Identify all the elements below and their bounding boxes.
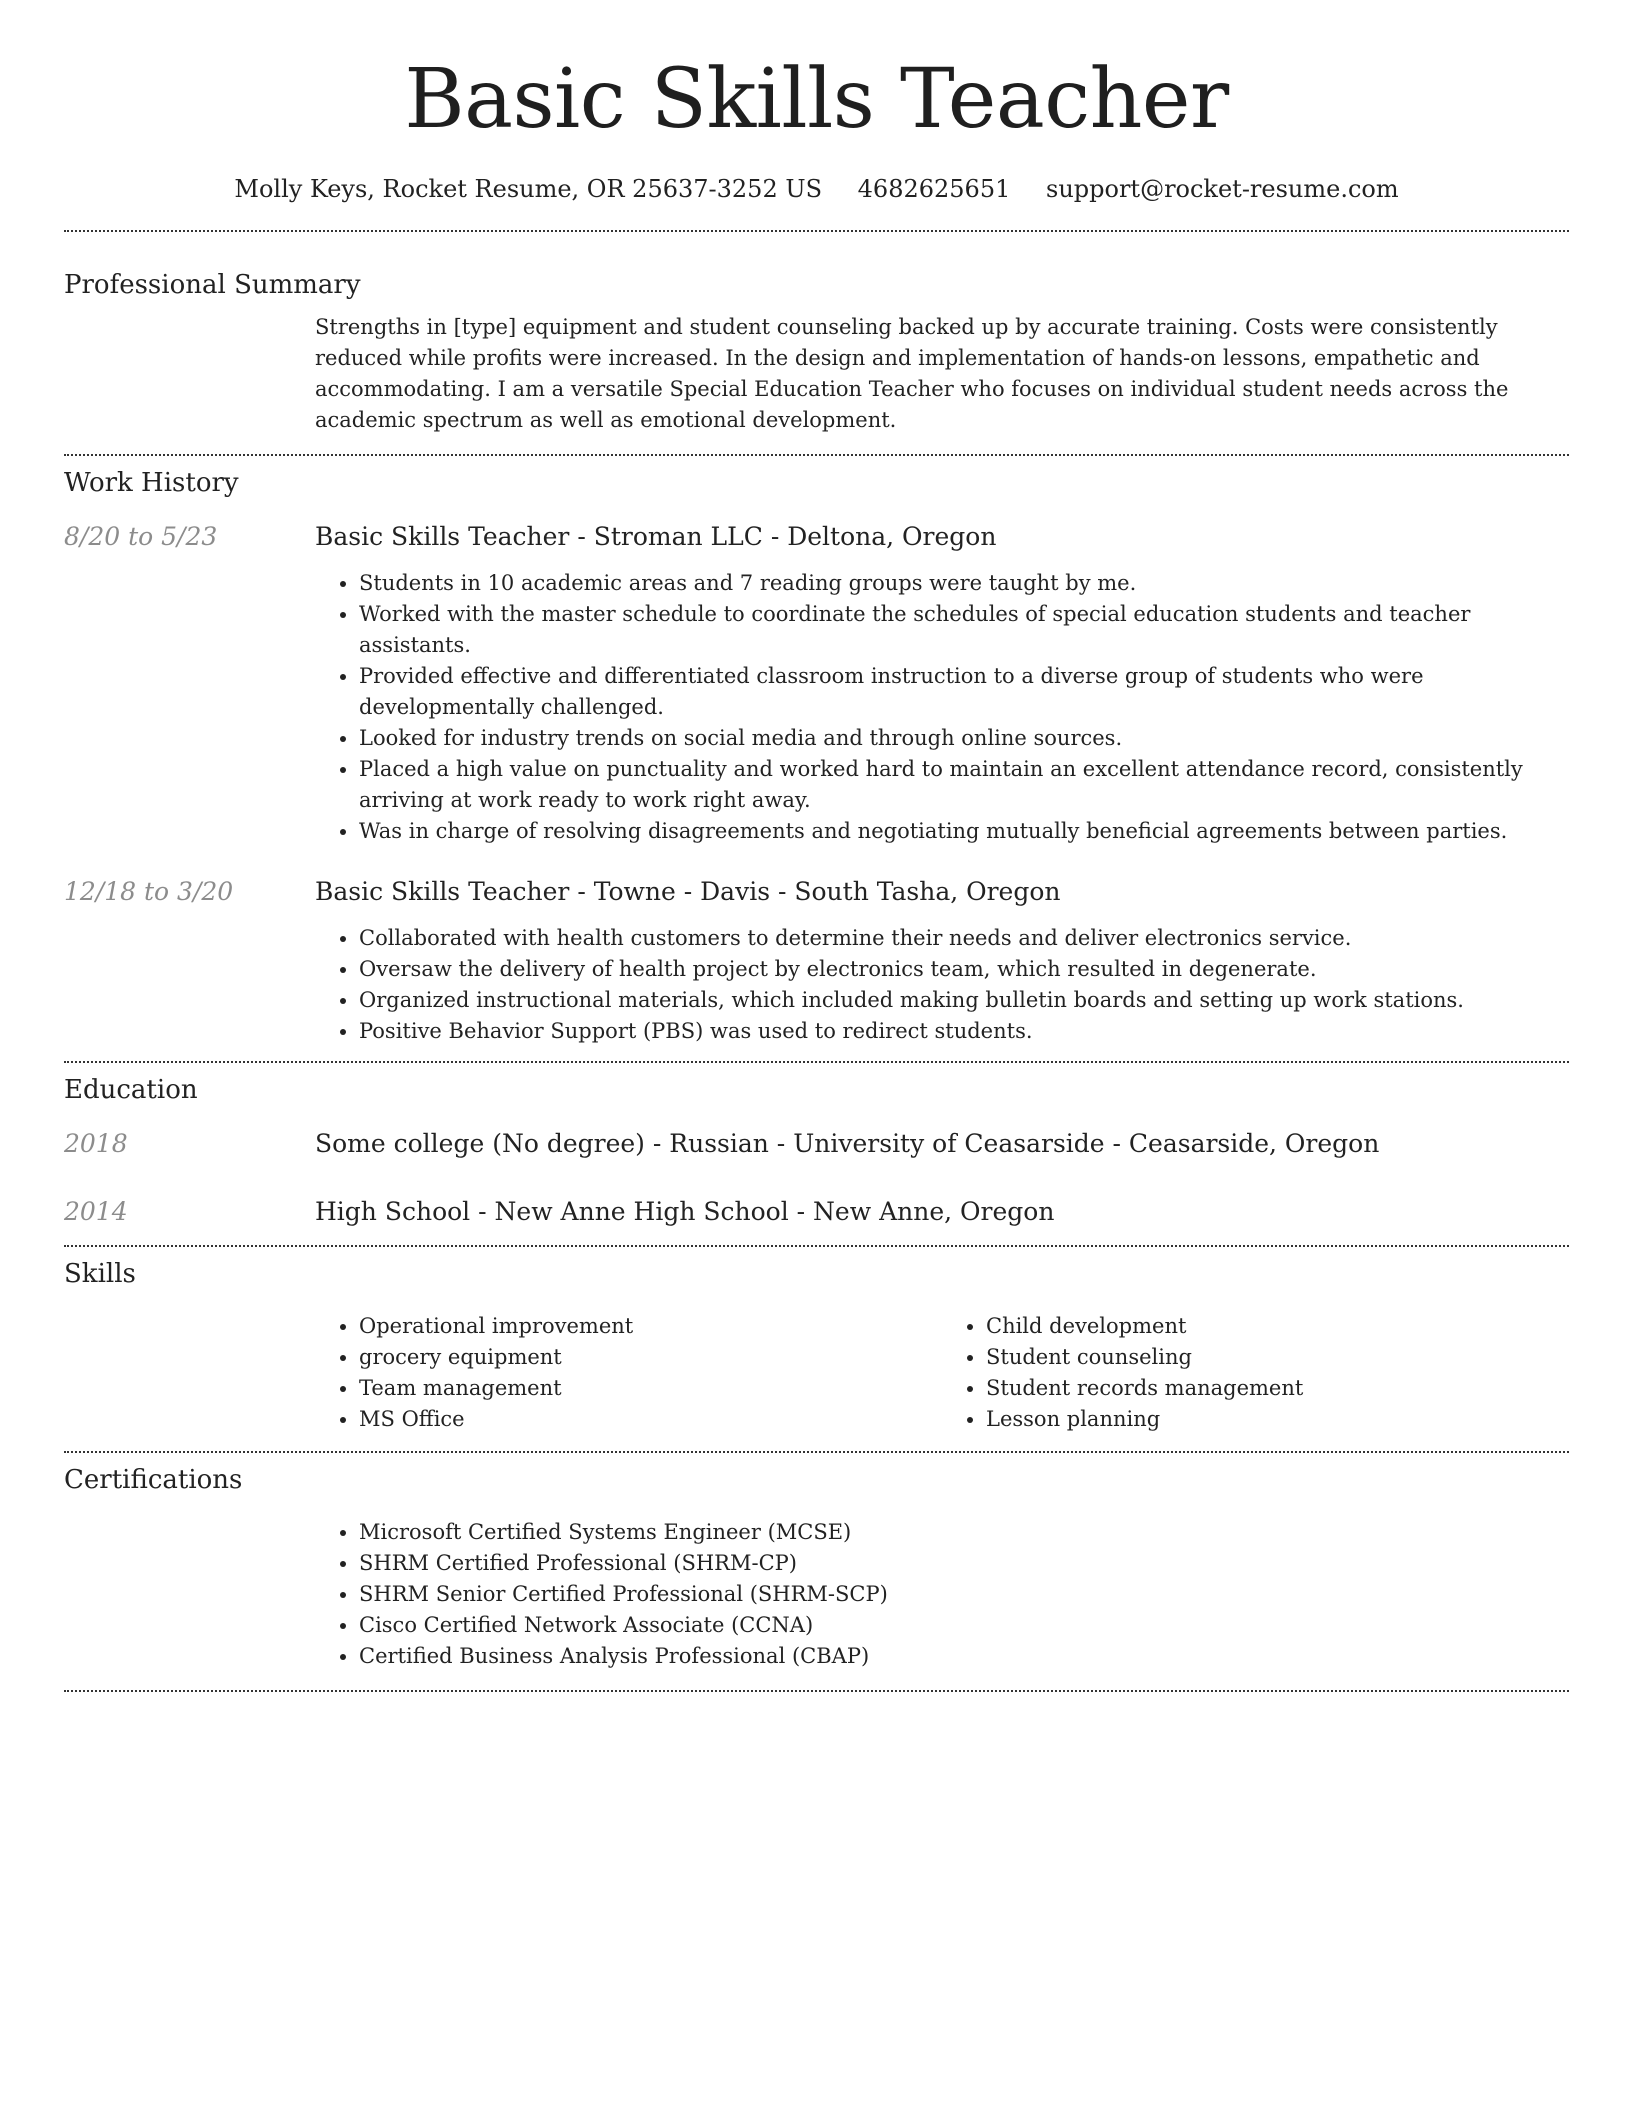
skills-list-right (942, 1311, 1569, 1435)
skills-list-left (315, 1311, 942, 1435)
list-item: • Collaborated with health customers to determine their needs and deliver electronics service. (359, 923, 1569, 954)
list-item: • Child development (986, 1311, 1569, 1342)
education-section (64, 1063, 1569, 1245)
list-item: • Provided effective and differentiated classroom instruction to a diverse group of students who were developmentally challenged. (359, 661, 1569, 723)
job-company: - Towne - Davis - South Tasha, Oregon (569, 877, 1061, 906)
work-section (64, 456, 1569, 1061)
list-item: • Was in charge of resolving disagreements and negotiating mutually beneficial agreements between parties. (359, 816, 1569, 847)
section-title: Work History (64, 468, 239, 498)
list-item: • Placed a high value on punctuality and worked hard to maintain an excellent attendance record, consistently arriving at work ready to work right away. (359, 754, 1569, 816)
list-item: • Student records management (986, 1373, 1569, 1404)
skills-columns (315, 1311, 1569, 1435)
education-entry (64, 1127, 1569, 1161)
education-school: - New Anne High School - New Anne, Oregon (470, 1197, 1055, 1226)
education-year: 2018 (64, 1129, 128, 1158)
list-item: • Organized instructional materials, which included making bulletin boards and setting up work stations. (359, 985, 1569, 1016)
list-item: • Oversaw the delivery of health project by electronics team, which resulted in degenerate. (359, 954, 1569, 985)
section-title: Education (64, 1075, 198, 1105)
summary-section (64, 232, 1569, 454)
resume-page (64, 0, 1569, 1692)
job-entry (64, 875, 1569, 1047)
education-year: 2014 (64, 1197, 128, 1226)
list-item: • Cisco Certified Network Associate (CCNA) (359, 1610, 1569, 1641)
list-item: • Operational improvement (359, 1311, 942, 1342)
section-title: Certifications (64, 1465, 243, 1495)
job-entry (64, 520, 1569, 847)
job-bullets (315, 923, 1569, 1047)
resume-title: Basic Skills Teacher (404, 52, 1229, 147)
contact-address: Molly Keys, Rocket Resume, OR 25637-3252 US (234, 175, 823, 203)
education-entry (64, 1195, 1569, 1229)
summary-text: Strengths in [type] equipment and student counseling backed up by accurate training. Costs were consistently reduced while profits were increased. In the design and implementation of hands-on lessons, empathetic and accommodating. I am a versatile Special Education Teacher who focuses on individual student needs across the academic spectrum as well as emotional development. (315, 315, 1509, 432)
list-item: • Certified Business Analysis Professional (CBAP) (359, 1641, 1569, 1672)
divider (64, 1690, 1569, 1692)
list-item: • Looked for industry trends on social media and through online sources. (359, 723, 1569, 754)
job-bullets (315, 568, 1569, 847)
job-position: Basic Skills Teacher (315, 877, 570, 906)
list-item: • Students in 10 academic areas and 7 reading groups were taught by me. (359, 568, 1569, 599)
job-company: - Stroman LLC - Deltona, Oregon (569, 522, 997, 551)
education-heading (315, 1195, 1054, 1229)
list-item: • SHRM Certified Professional (SHRM-CP) (359, 1548, 1569, 1579)
section-title: Professional Summary (64, 270, 361, 300)
contact-phone: 4682625651 (857, 175, 1011, 203)
list-item: • Student counseling (986, 1342, 1569, 1373)
job-dates: 12/18 to 3/20 (64, 877, 234, 906)
education-heading (315, 1127, 1379, 1161)
list-item: • Team management (359, 1373, 942, 1404)
certifications-list (315, 1517, 1569, 1672)
job-heading (315, 520, 1569, 554)
certifications-section (64, 1453, 1569, 1690)
education-school: - University of Ceasarside - Ceasarside, Oregon (768, 1129, 1380, 1158)
list-item: • grocery equipment (359, 1342, 942, 1373)
list-item: • Microsoft Certified Systems Engineer (MCSE) (359, 1517, 1569, 1548)
section-title: Skills (64, 1259, 136, 1289)
contact-email: support@rocket-resume.com (1046, 175, 1399, 203)
contact-line (64, 172, 1569, 206)
list-item: • Lesson planning (986, 1404, 1569, 1435)
job-heading (315, 875, 1569, 909)
list-item: • Positive Behavior Support (PBS) was used to redirect students. (359, 1016, 1569, 1047)
list-item: • MS Office (359, 1404, 942, 1435)
list-item: • SHRM Senior Certified Professional (SHRM-SCP) (359, 1579, 1569, 1610)
job-dates: 8/20 to 5/23 (64, 522, 218, 551)
education-degree: High School (315, 1197, 471, 1226)
skills-section (64, 1247, 1569, 1451)
education-degree: Some college (No degree) - Russian (315, 1129, 769, 1158)
list-item: • Worked with the master schedule to coordinate the schedules of special education students and teacher assistants. (359, 599, 1569, 661)
job-position: Basic Skills Teacher (315, 522, 570, 551)
